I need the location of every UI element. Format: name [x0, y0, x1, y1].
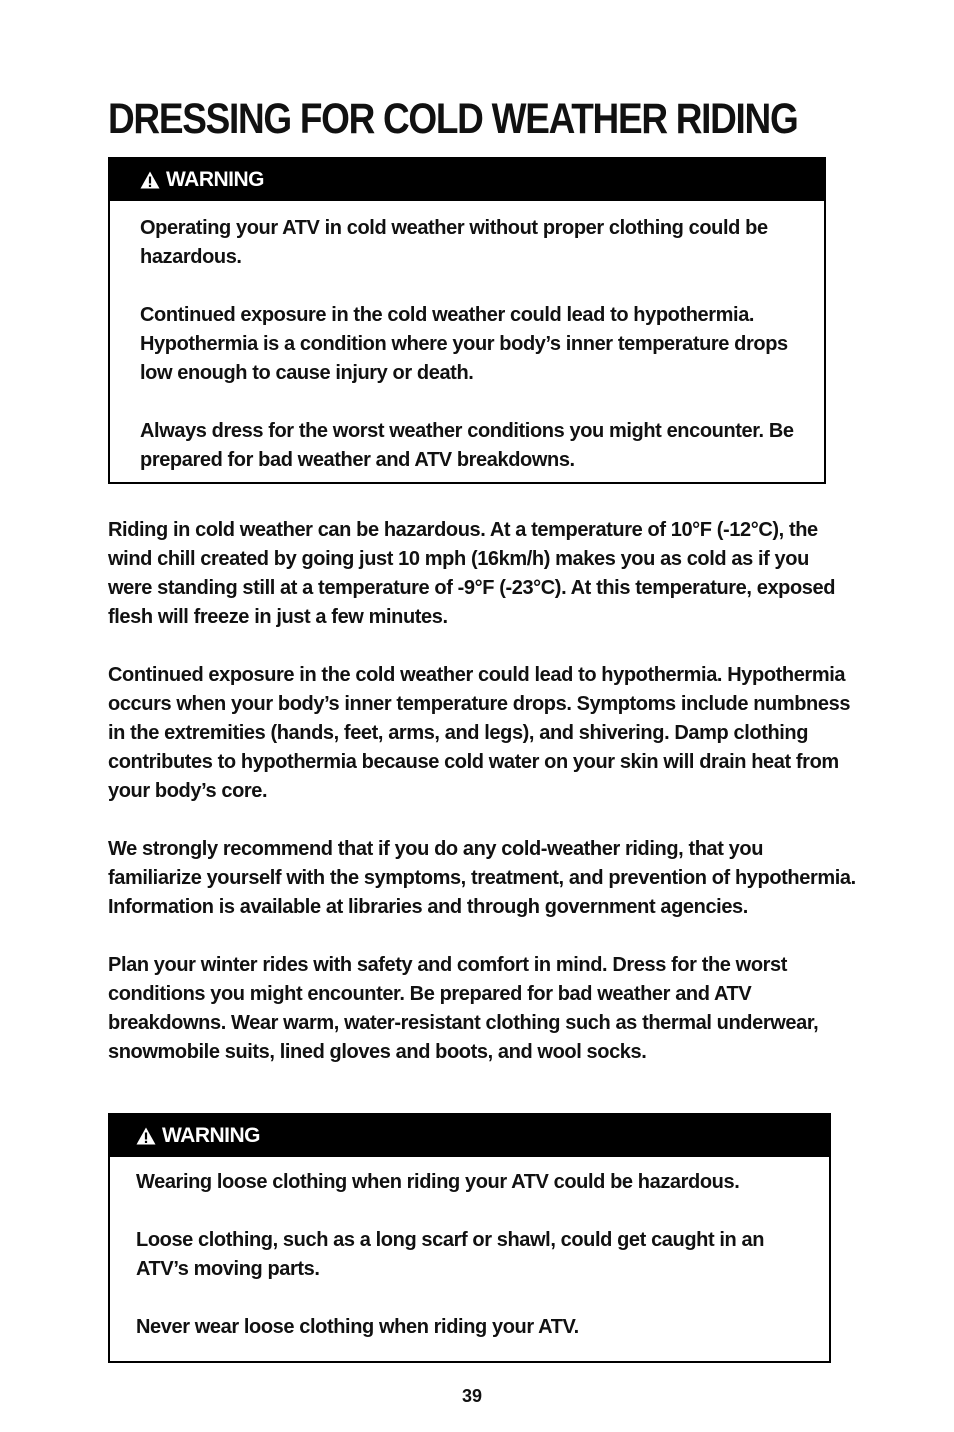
warning-paragraph: Wearing loose clothing when riding your ATV could be hazardous.	[136, 1171, 740, 1193]
body-paragraph: Continued exposure in the cold weather could lead to hypothermia. Hypothermia occurs when your body’s inner temperature drops. Symptoms include numbness in the extremities (hands, feet, arms, and legs), and shivering. Damp clothing contributes to hypothermia because cold water on your skin will drain heat from your body’s core.	[108, 664, 851, 802]
warning-triangle-icon	[136, 1127, 156, 1145]
warning-body	[110, 1157, 829, 1342]
body-text	[108, 516, 858, 1096]
warning-triangle-icon	[140, 171, 160, 189]
warning-header	[110, 159, 824, 201]
warning-label: WARNING	[166, 168, 264, 191]
body-paragraph: We strongly recommend that if you do any cold-weather riding, that you familiarize yourself with the symptoms, treatment, and prevention of hypothermia. Information is available at libraries and through government agencies.	[108, 838, 856, 918]
warning-paragraph: Never wear loose clothing when riding your ATV.	[136, 1316, 579, 1338]
warning-paragraph: Continued exposure in the cold weather could lead to hypothermia. Hypothermia is a condition where your body’s inner temperature drops low enough to cause injury or death.	[140, 304, 788, 384]
warning-body	[110, 201, 824, 475]
body-paragraph: Riding in cold weather can be hazardous. At a temperature of 10°F (-12°C), the wind chill created by going just 10 mph (16km/h) makes you as cold as if you were standing still at a temperature of -9°F (-23°C). At this temperature, exposed flesh will freeze in just a few minutes.	[108, 519, 836, 628]
warning-box-cold-weather	[108, 157, 826, 484]
body-paragraph: Plan your winter rides with safety and comfort in mind. Dress for the worst conditions you might encounter. Be prepared for bad weather and ATV breakdowns. Wear warm, water-resistant clothing such as thermal underwear, snowmobile suits, lined gloves and boots, and wool socks.	[108, 954, 819, 1063]
warning-paragraph: Always dress for the worst weather conditions you might encounter. Be prepared for bad weather and ATV breakdowns.	[140, 420, 794, 471]
warning-label: WARNING	[162, 1124, 260, 1147]
warning-header	[110, 1115, 829, 1157]
page-title: DRESSING FOR COLD WEATHER RIDING	[108, 95, 798, 143]
warning-paragraph: Loose clothing, such as a long scarf or shawl, could get caught in an ATV’s moving parts.	[136, 1229, 765, 1280]
warning-paragraph: Operating your ATV in cold weather without proper clothing could be hazardous.	[140, 217, 768, 268]
page-number: 39	[461, 1386, 483, 1406]
warning-box-loose-clothing	[108, 1113, 831, 1363]
